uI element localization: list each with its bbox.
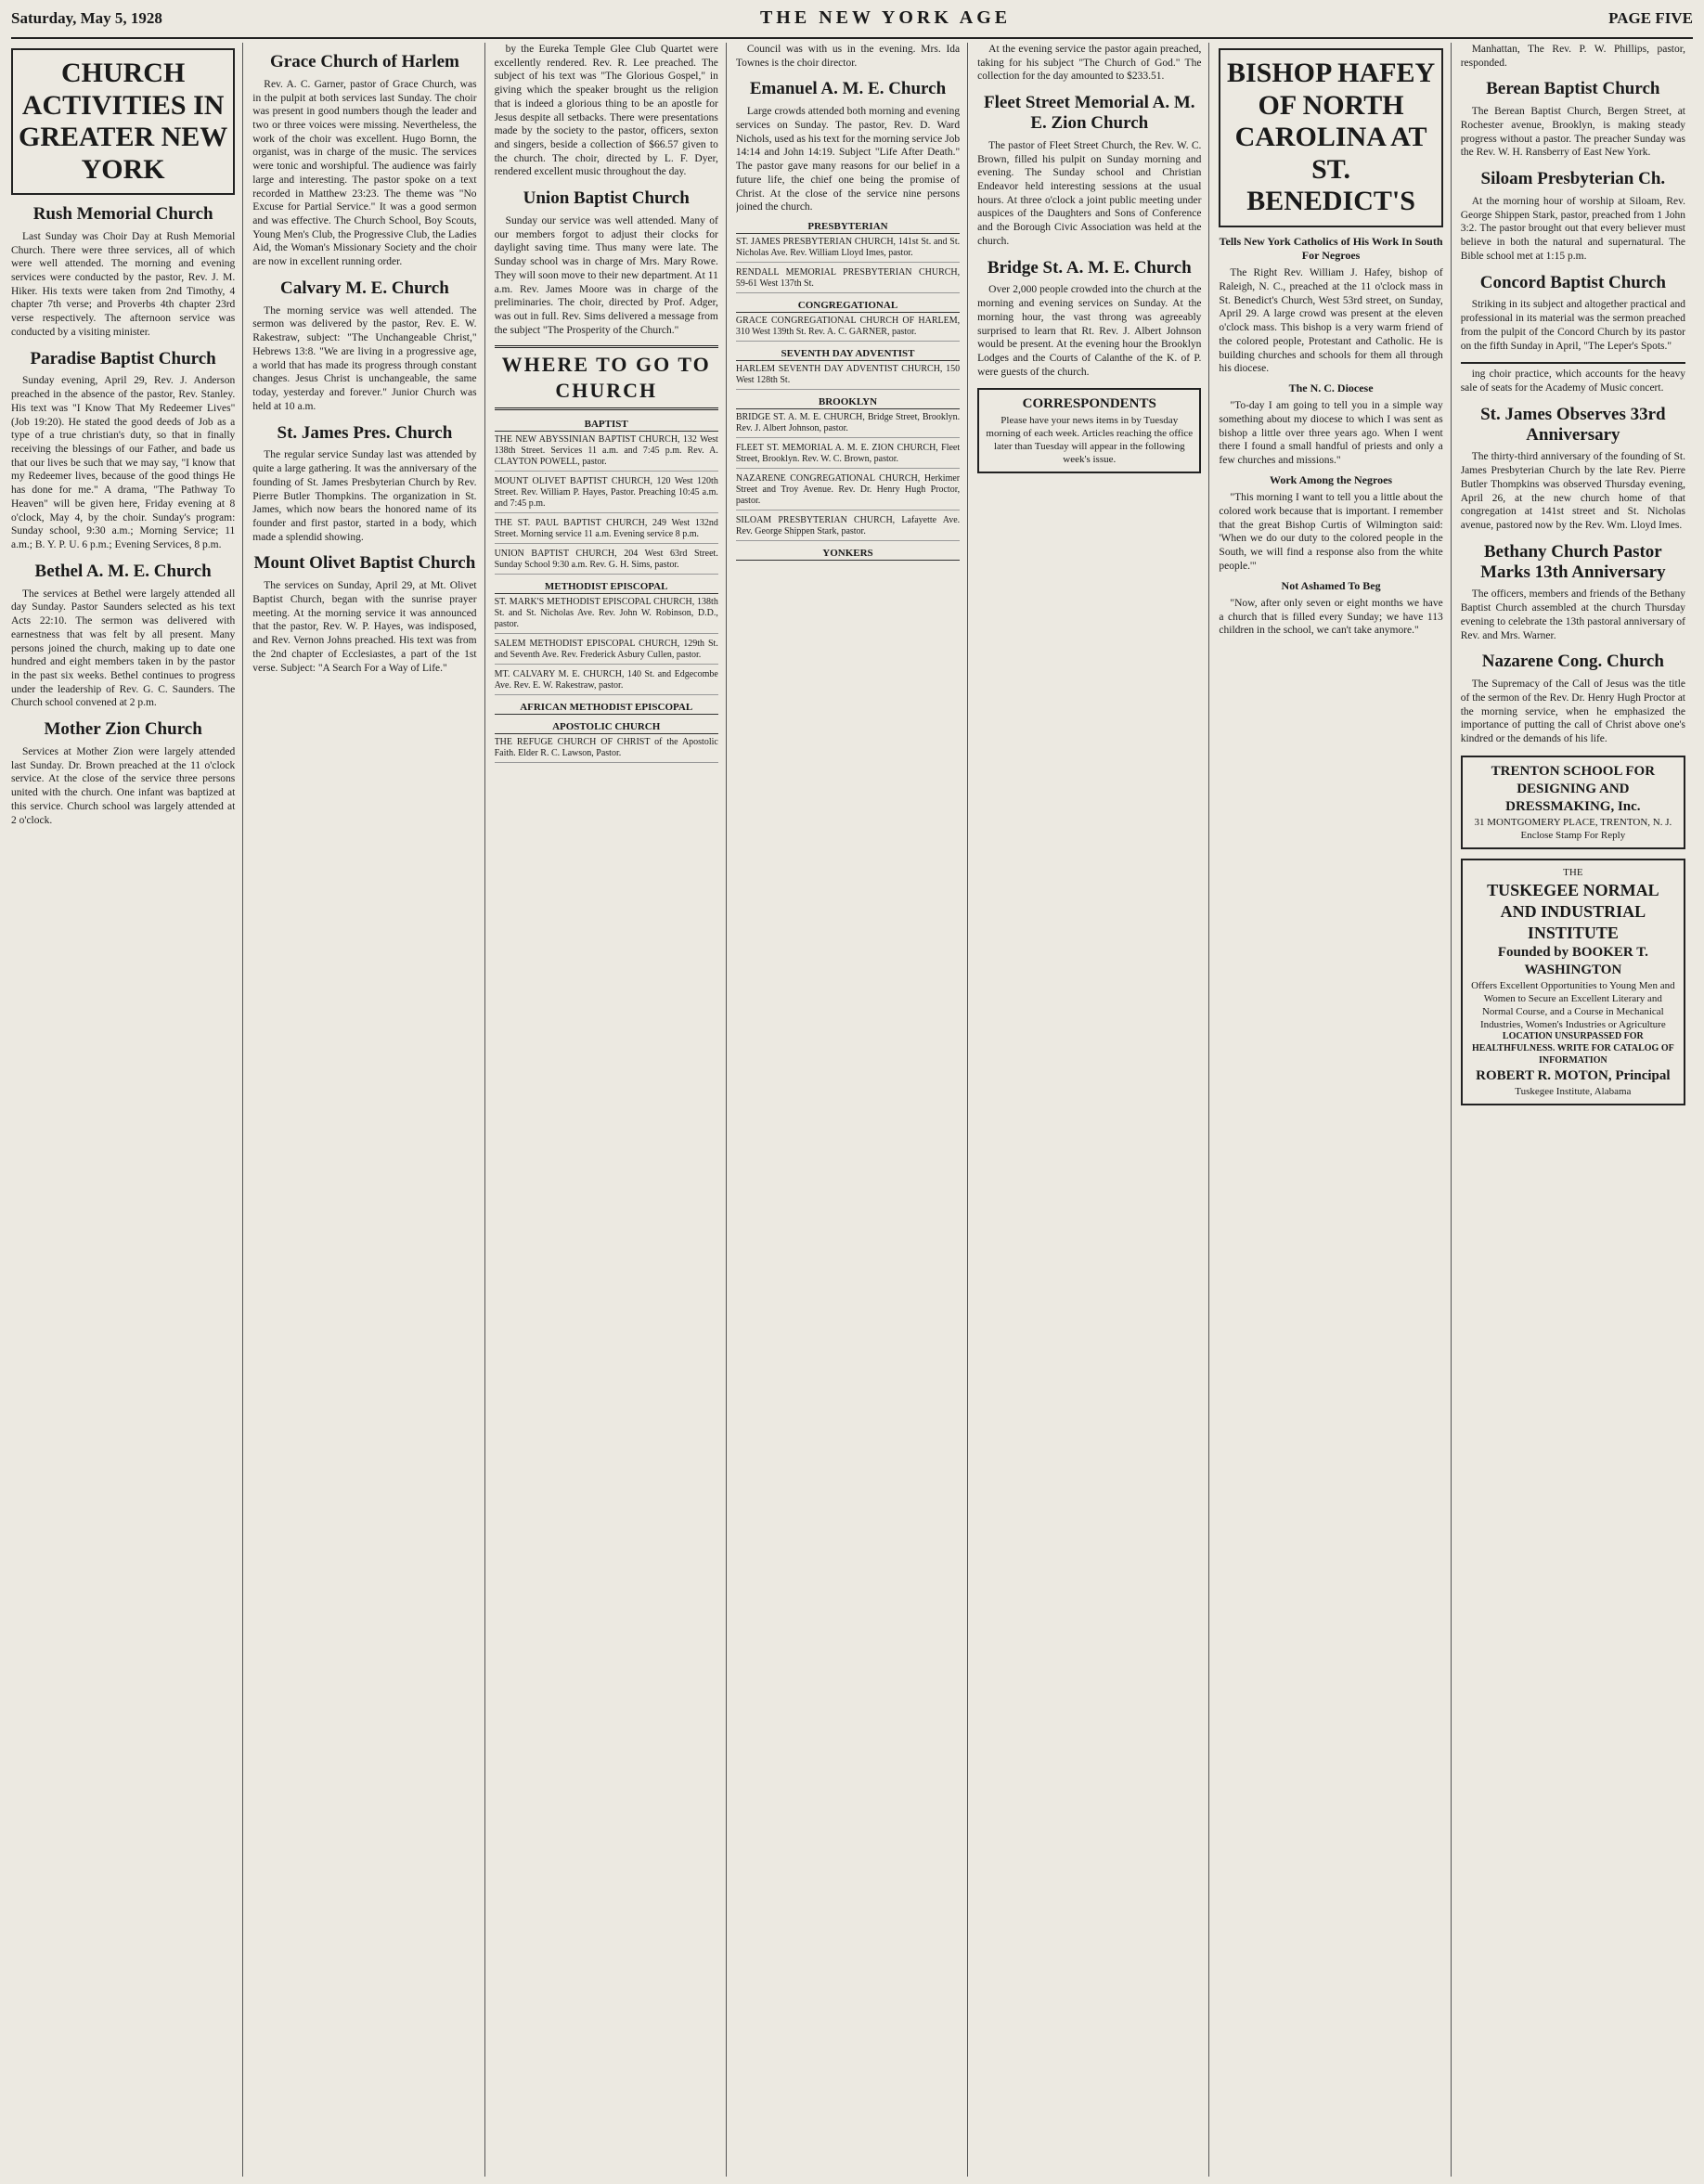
article-heading: Bethany Church Pastor Marks 13th Anniversary xyxy=(1480,541,1666,582)
article-heading: Concord Baptist Church xyxy=(1479,272,1666,292)
article-body: "To-day I am going to tell you in a simple way something about my diocese to which I was sent as bishop a little over three years ago. When I went there I found a small handful of priests and only a few churches and missions." xyxy=(1219,400,1443,467)
article-body: The regular service Sunday last was attended by quite a large gathering. It was the anniversary of the founding of St. James Presbyterian Church by Rev. Pierre Butler Thompkins. The organization in St. James, which now bears the honored name of its founder and first pastor, started in a body, which made a splendid showing. xyxy=(252,449,477,543)
directory-listing: SALEM METHODIST EPISCOPAL CHURCH, 129th St. and Seventh Ave. Rev. Frederick Asbury Cullen, pastor. xyxy=(495,639,718,665)
section-subheading: Work Among the Negroes xyxy=(1270,472,1393,486)
article-heading: Mother Zion Church xyxy=(44,719,202,740)
section-banner: CHURCH ACTIVITIES IN GREATER NEW YORK xyxy=(11,48,235,195)
directory-listing: HARLEM SEVENTH DAY ADVENTIST CHURCH, 150 West 128th St. xyxy=(736,364,960,390)
directory-listing: ST. JAMES PRESBYTERIAN CHURCH, 141st St. and St. Nicholas Ave. Rev. William Lloyd Imes, pastor. xyxy=(736,237,960,263)
directory-listing: GRACE CONGREGATIONAL CHURCH OF HARLEM, 310 West 139th St. Rev. A. C. GARNER, pastor. xyxy=(736,316,960,342)
article-body: Manhattan, The Rev. P. W. Phillips, pastor, responded. xyxy=(1460,44,1685,69)
directory-listing: FLEET ST. MEMORIAL A. M. E. ZION CHURCH, Fleet Street, Brooklyn. Rev. W. C. Brown, pastor. xyxy=(736,443,960,469)
article-heading: St. James Pres. Church xyxy=(277,422,453,443)
directory-section: BROOKLYN xyxy=(736,395,960,409)
column-4 xyxy=(736,43,968,2177)
directory-listing: THE ST. PAUL BAPTIST CHURCH, 249 West 132nd Street. Morning service 11 a.m. Evening service 8 p.m. xyxy=(495,518,718,544)
directory-section: YONKERS xyxy=(736,547,960,561)
column-7 xyxy=(1461,43,1693,2177)
column-3 xyxy=(495,43,727,2177)
article-heading: Bethel A. M. E. Church xyxy=(34,561,212,581)
paper-title: THE NEW YORK AGE xyxy=(759,7,1012,28)
directory-listing: RENDALL MEMORIAL PRESBYTERIAN CHURCH, 59-61 West 137th St. xyxy=(736,267,960,293)
ad-note: Enclose Stamp For Reply xyxy=(1520,830,1626,842)
trenton-school-ad xyxy=(1461,756,1685,850)
directory-section: AFRICAN METHODIST EPISCOPAL xyxy=(495,701,718,715)
column-8-continuation xyxy=(1461,362,1685,745)
article-body: Rev. A. C. Garner, pastor of Grace Church, was in the pulpit at both services last Sunday. The choir was present in good numbers though the leader and two or three voices were missing. Nevertheless, the work of the choir was excellent. Hugo Bornn, the organist, was in charge of the music. The services were tonic and worshipful. The audience was fairly large and interesting. The pastor spoke on a text recorded in Matthew 23:23. The theme was "No Excuse for Partial Service." It was a good sermon and was effective. The Church School, Boy Scouts, Young Men's Club, the Progressive Club, the Ladies Aid, the Woman's Missionary Society and the choir are now in excellent running order. xyxy=(252,78,477,268)
directory-listing: ST. MARK'S METHODIST EPISCOPAL CHURCH, 138th St. and St. Nicholas Ave. Rev. John W. Robinson, D.D., pastor. xyxy=(495,597,718,634)
ad-line: Founded by BOOKER T. WASHINGTON xyxy=(1497,944,1648,977)
directory-section: CONGREGATIONAL xyxy=(736,299,960,313)
tuskegee-ad xyxy=(1461,859,1685,1105)
directory-section: PRESBYTERIAN xyxy=(736,220,960,234)
article-heading: Nazarene Cong. Church xyxy=(1481,652,1664,672)
ad-line: THE xyxy=(1563,867,1583,879)
columns xyxy=(11,43,1693,2177)
column-5 xyxy=(977,43,1209,2177)
page-number: PAGE FIVE xyxy=(1608,9,1693,27)
directory-section: APOSTOLIC CHURCH xyxy=(495,720,718,734)
ad-line: ROBERT R. MOTON, Principal xyxy=(1476,1067,1671,1083)
directory-listing: BRIDGE ST. A. M. E. CHURCH, Bridge Street, Brooklyn. Rev. J. Albert Johnson, pastor. xyxy=(736,412,960,438)
notice-body: Please have your news items in by Tuesday morning of each week. Articles reaching the office later than Tuesday will appear in the following week's issue. xyxy=(986,414,1194,465)
article-body: Over 2,000 people crowded into the church at the morning and evening services on Sunday. At the morning hour, the vast throng was agreeably surprised to learn that Rt. Rev. J. Albert Johnson would be present. At the evening hour the Brooklyn Lodges and the Courts of Calanthe of the K. of P. were guests of the church. xyxy=(977,284,1202,378)
directory-section: METHODIST EPISCOPAL xyxy=(495,580,718,594)
article-body: "This morning I want to tell you a little about the colored work because that is important. I remember that the great Bishop Curtis of Wilmington said: 'When we do our duty to the colored people in the South, we will find a response also from the white people.'" xyxy=(1219,492,1443,572)
article-body: At the morning hour of worship at Siloam, Rev. George Shippen Stark, pastor, preached from 1 John 3:2. The pastor brought out that every believer must believe in both the natural and supernatural. The Bible school met at 1:15 p.m. xyxy=(1460,196,1685,262)
article-body: Sunday evening, April 29, Rev. J. Anderson preached in the absence of the pastor, Rev. Stanley. His text was "I Know That My Redeemer Lives" (Job 19:20). He stated the good deeds of Job as a type of a true christian's duty, so that in finally receiving the blessings of our Father, and bade us that our lives be such that we may say, "I know that my Redeemer lives, because of the good things He has done for me." A drama, "The Pathway To Heaven" will be given here, Friday evening at 8 o'clock, May 4, by the choir. Sunday's program: Sunday school, 9:30 a.m.; Morning Service; 11 a.m.; B. Y. P. U. 6 p.m.; Evening Services, 8 p.m. xyxy=(11,375,236,551)
article-body: The Supremacy of the Call of Jesus was the title of the sermon of the Rev. Dr. Henry Hugh Proctor at the morning service, when he emphasized the importance of putting the call of Christ above one's kindred or the demands of his life. xyxy=(1460,678,1685,745)
ad-line: Tuskegee Institute, Alabama xyxy=(1515,1085,1632,1097)
directory-listing: MT. CALVARY M. E. CHURCH, 140 St. and Edgecombe Ave. Rev. E. W. Rakestraw, pastor. xyxy=(495,669,718,695)
masthead xyxy=(11,7,1693,39)
article-body: Council was with us in the evening. Mrs. Ida Townes is the choir director. xyxy=(735,44,961,69)
column-6 xyxy=(1219,43,1451,2177)
article-body: Striking in its subject and altogether practical and professional in its material was the sermon preached from the pulpit of the Concord Church by its pastor on the fifth Sunday in April, "The Leper's Spots." xyxy=(1460,299,1685,352)
article-body: The services at Bethel were largely attended all day Sunday. Pastor Saunders selected as his text Acts 22:10. The sermon was delivered with earnestness that was felt by all present. Many persons joined the church, making up to date one hundred and eight members taken in by the pastor in the past six weeks. Bethel continues to progress under the leadership of Rev. G. C. Saunders. The Church school convened at 2 p.m. xyxy=(11,588,236,709)
directory-section: SEVENTH DAY ADVENTIST xyxy=(736,347,960,361)
article-body: The thirty-third anniversary of the founding of St. James Presbyterian Church by the late Rev. Pierre Butler Thompkins was observed Thursday evening, April 26, at the new church home of that congregation at 141st street and St. Nicholas avenue, pastored now by the Rev. Wm. Lloyd Imes. xyxy=(1460,451,1685,532)
article-body: Sunday our service was well attended. Many of our members forgot to adjust their clocks for daylight saving time. Thus many were late. The Sunday school was in charge of Mrs. Mary Rowe. They will soon move to their new department. At 11 a.m. Rev. James Moore was in charge of the preliminaries. The choir, directed by Prof. Adger, was out in full. Rev. Sims delivered a message from the subject "The Prosperity of the Church." xyxy=(494,215,718,336)
directory-listing: UNION BAPTIST CHURCH, 204 West 63rd Street. Sunday School 9:30 a.m. Rev. G. H. Sims, pastor. xyxy=(495,549,718,575)
article-heading: Emanuel A. M. E. Church xyxy=(749,79,947,99)
directory-listing: SILOAM PRESBYTERIAN CHURCH, Lafayette Ave. Rev. George Shippen Stark, pastor. xyxy=(736,515,960,541)
article-body: ing choir practice, which accounts for the heavy sale of seats for the Academy of Music concert. xyxy=(1460,368,1685,394)
article-heading: Union Baptist Church xyxy=(523,188,690,209)
article-body: The Berean Baptist Church, Bergen Street, at Rochester avenue, Brooklyn, is making steady progress without a pastor. The preacher Sunday was the Rev. W. H. Ransberry of East New York. xyxy=(1460,106,1685,159)
ad-title: TRENTON SCHOOL FOR DESIGNING AND DRESSMAKING, Inc. xyxy=(1491,763,1656,815)
article-heading: Rush Memorial Church xyxy=(32,204,213,224)
article-body: The officers, members and friends of the Bethany Baptist Church assembled at the church Thursday evening to celebrate the 13th pastoral anniversary of Rev. and Mrs. Warner. xyxy=(1460,588,1685,641)
article-heading: Berean Baptist Church xyxy=(1486,79,1660,99)
article-heading: Grace Church of Harlem xyxy=(269,52,459,71)
article-body: The Right Rev. William J. Hafey, bishop of Raleigh, N. C., preached at the 11 o'clock mass in St. Benedict's Church, West 53rd street, on Sunday, April 29. A large crowd was present at the eleven o'clock mass. This bishop is a very warm friend of the colored people, Protestant and Catholic. He is building churches and schools for them all through his diocese. xyxy=(1219,267,1443,375)
directory-listing: THE REFUGE CHURCH OF CHRIST of the Apostolic Faith. Elder R. C. Lawson, Pastor. xyxy=(495,737,718,763)
article-heading: Fleet Street Memorial A. M. E. Zion Church xyxy=(984,93,1195,133)
column-2 xyxy=(252,43,484,2177)
directory-listing: MOUNT OLIVET BAPTIST CHURCH, 120 West 120th Street. Rev. William P. Hayes, Pastor. Preaching 10:45 a.m. and 7:45 p.m. xyxy=(495,476,718,513)
directory-section: BAPTIST xyxy=(495,418,718,432)
notice-title: CORRESPONDENTS xyxy=(1022,396,1156,412)
article-heading: Mount Olivet Baptist Church xyxy=(253,553,476,574)
section-subheading: The N. C. Diocese xyxy=(1288,381,1374,394)
article-body: At the evening service the pastor again preached, taking for his subject "The Church of God." The collection for the day amounted to $233.51. xyxy=(977,44,1202,83)
article-body: by the Eureka Temple Glee Club Quartet were excellently rendered. Rev. R. Lee preached. The subject of his text was "The Glorious Gospel," in giving which the speaker brought us the religion that is indeed a glorious thing to be an apostle for Jesus despite all setbacks. There were presentations made by the society to the pastor, officers, sexton and singers, beside a collection of $66.57 given to the church. The choir, directed by L. F. Dyer, rendered excellent music throughout the day. xyxy=(494,44,718,178)
article-heading: Paradise Baptist Church xyxy=(30,348,216,368)
issue-date: Saturday, May 5, 1928 xyxy=(11,9,162,27)
article-body: The morning service was well attended. The sermon was delivered by the pastor, Rev. E. W. Rakestraw, subject: "The Unchangeable Christ," Hebrews 13:8. "We are living in a progressive age, a world that has made its progress through constant changes. Jesus Christ is unchangeable, the same today, yesterday and forever." Junior Church was held at 10 a.m. xyxy=(252,304,477,412)
article-heading: St. James Observes 33rd Anniversary xyxy=(1480,404,1666,445)
article-heading: Calvary M. E. Church xyxy=(280,278,449,298)
feature-subheading: Tells New York Catholics of His Work In South For Negroes xyxy=(1219,234,1443,262)
directory-listing: THE NEW ABYSSINIAN BAPTIST CHURCH, 132 West 138th Street. Services 11 a.m. and 7:45 p.m. Rev. A. CLAYTON POWELL, pastor. xyxy=(495,434,718,472)
church-directory-title: WHERE TO GO TO CHURCH xyxy=(495,345,718,410)
ad-line: LOCATION UNSURPASSED FOR HEALTHFULNESS. WRITE FOR CATALOG OF INFORMATION xyxy=(1471,1031,1674,1066)
ad-title: TUSKEGEE NORMAL AND INDUSTRIAL INSTITUTE xyxy=(1487,880,1659,942)
article-body: Large crowds attended both morning and evening services on Sunday. The pastor, Rev. D. Ward Nichols, used as his text for the morning service Job 14:14 and John 14:19. Subject "Life After Death." The pastor gave many reasons for our belief in a future life, the chief one being the promise of Christ. At the close of the service nine persons joined the church. xyxy=(735,106,961,213)
article-body: "Now, after only seven or eight months we have a church that is filled every Sunday; we have 113 children in the school, we can't take anymore." xyxy=(1219,597,1443,637)
ad-line: Offers Excellent Opportunities to Young Men and Women to Secure an Excellent Literary and Normal Course, and a Course in Mechanical Industries, Women's Industries or Agriculture xyxy=(1471,980,1675,1031)
ad-address: 31 MONTGOMERY PLACE, TRENTON, N. J. xyxy=(1474,817,1672,829)
article-body: Services at Mother Zion were largely attended last Sunday. Dr. Brown preached at the 11 o'clock service. At the close of the service three persons united with the church. One infant was baptized at this service. Church school was largely attended at 2 o'clock. xyxy=(11,745,236,826)
article-body: The services on Sunday, April 29, at Mt. Olivet Baptist Church, began with the sunrise prayer meeting. At the morning service it was announced that the pastor, Rev. W. P. Hayes, was indisposed, and Rev. Vernon Johns preached. His text was from the 2nd chapter of Ecclesiastes, a part of the 1st verse. Subject: "A Search For a Way of Life." xyxy=(252,580,477,674)
section-subheading: Not Ashamed To Beg xyxy=(1281,578,1381,592)
feature-banner: BISHOP HAFEY OF NORTH CAROLINA AT ST. BENEDICT'S xyxy=(1219,48,1442,227)
article-heading: Bridge St. A. M. E. Church xyxy=(987,257,1192,278)
article-heading: Siloam Presbyterian Ch. xyxy=(1480,169,1666,189)
article-body: Last Sunday was Choir Day at Rush Memorial Church. There were three services, all of which were well attended. The morning and evening services were conducted by the pastor, Rev. J. M. Hiker. His texts were taken from 2nd Timothy, 4 chapter 7th verse; and Proverbs 4th chapter 23rd verse respectively. The afternoon service was conducted by a visiting minister. xyxy=(11,230,236,338)
column-1 xyxy=(11,43,243,2177)
correspondents-notice xyxy=(977,388,1201,473)
directory-listing: NAZARENE CONGREGATIONAL CHURCH, Herkimer Street and Troy Avenue. Rev. Dr. Henry Hugh Proctor, pastor. xyxy=(736,473,960,510)
article-body: The pastor of Fleet Street Church, the Rev. W. C. Brown, filled his pulpit on Sunday morning and evening. The Sunday school and Christian Endeavor held interesting sessions at the usual hours. At three o'clock a joint public meeting under auspices of the Daughters and Sons of Conference and the Borough Civic Association was held at the church. xyxy=(977,139,1202,247)
